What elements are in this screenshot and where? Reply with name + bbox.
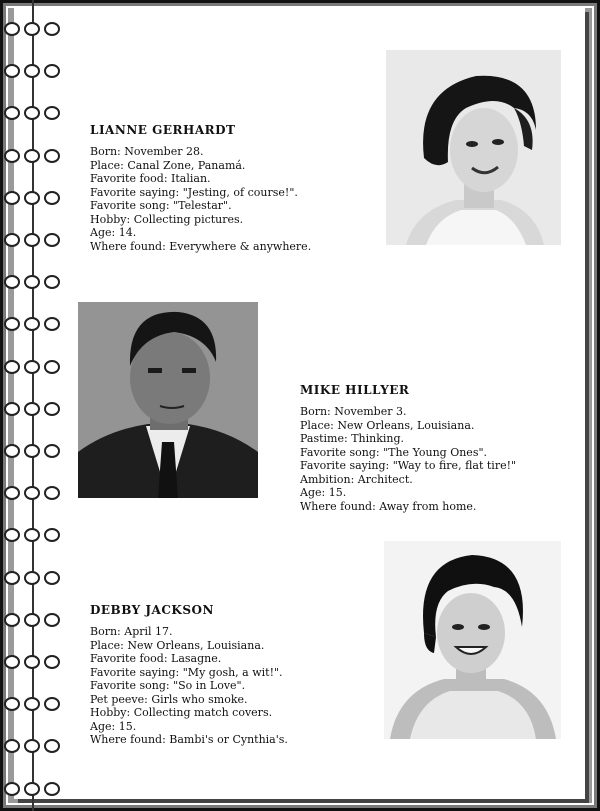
- portrait-photo: [78, 302, 258, 498]
- coil-loop: [44, 149, 60, 163]
- portrait-boy: [78, 302, 258, 498]
- spiral-coil: [4, 653, 62, 667]
- coil-loop: [44, 233, 60, 247]
- bio-line: Age: 15.: [90, 719, 137, 733]
- portrait-photo: [386, 50, 561, 245]
- coil-loop: [44, 360, 60, 374]
- coil-loop: [4, 191, 20, 205]
- entry-debby-jackson: [90, 603, 288, 747]
- coil-loop: [4, 64, 20, 78]
- coil-loop: [24, 697, 40, 711]
- spiral-coil: [4, 526, 62, 540]
- coil-loop: [44, 613, 60, 627]
- bio-line: Favorite song: "So in Love".: [90, 679, 246, 692]
- coil-loop: [4, 22, 20, 36]
- bio-line: Favorite food: Italian.: [90, 172, 211, 185]
- coil-loop: [4, 275, 20, 289]
- coil-loop: [24, 444, 40, 458]
- coil-loop: [4, 444, 20, 458]
- coil-loop: [4, 149, 20, 163]
- bio-line: Where found: Everywhere & anywhere.: [90, 239, 312, 253]
- bio-line: Where found: Bambi's or Cynthia's.: [90, 733, 288, 746]
- coil-loop: [24, 191, 40, 205]
- bio-line: Age: 15.: [300, 486, 347, 499]
- coil-loop: [24, 528, 40, 542]
- coil-loop: [24, 22, 40, 36]
- coil-loop: [4, 571, 20, 585]
- spiral-coil: [4, 104, 62, 118]
- coil-loop: [44, 317, 60, 331]
- spiral-coil: [4, 737, 62, 751]
- spiral-coil: [4, 780, 62, 794]
- bio-line: Place: Canal Zone, Panamá.: [90, 158, 246, 172]
- spiral-coil: [4, 695, 62, 709]
- portrait-photo: [384, 541, 561, 739]
- coil-loop: [4, 402, 20, 416]
- coil-loop: [44, 782, 60, 796]
- student-name: DEBBY JACKSON: [90, 603, 214, 617]
- bio-line: Where found: Away from home.: [300, 499, 477, 513]
- bio-line: Born: November 28.: [90, 145, 204, 158]
- coil-loop: [44, 655, 60, 669]
- bio-line: Favorite song: "Telestar".: [90, 199, 232, 212]
- coil-loop: [24, 149, 40, 163]
- bio-line: Ambition: Architect.: [300, 472, 413, 486]
- coil-loop: [44, 486, 60, 500]
- bio-line: Born: April 17.: [90, 625, 173, 638]
- coil-loop: [44, 444, 60, 458]
- coil-loop: [24, 233, 40, 247]
- bio-line: Place: New Orleans, Louisiana.: [300, 418, 475, 432]
- bio-line: Age: 14.: [90, 226, 137, 239]
- coil-loop: [24, 64, 40, 78]
- spiral-coil: [4, 611, 62, 625]
- coil-loop: [24, 402, 40, 416]
- coil-loop: [24, 275, 40, 289]
- bio-line: Favorite saying: "Jesting, of course!".: [90, 185, 298, 199]
- coil-loop: [24, 486, 40, 500]
- spiral-coil: [4, 442, 62, 456]
- spiral-coil: [4, 273, 62, 287]
- student-name: LIANNE GERHARDT: [90, 123, 236, 137]
- coil-loop: [24, 360, 40, 374]
- coil-loop: [24, 782, 40, 796]
- coil-loop: [44, 275, 60, 289]
- coil-loop: [24, 571, 40, 585]
- student-name: MIKE HILLYER: [300, 383, 410, 397]
- coil-loop: [4, 106, 20, 120]
- coil-loop: [4, 317, 20, 331]
- bio-line: Pet peeve: Girls who smoke.: [90, 692, 248, 706]
- spiral-coil: [4, 315, 62, 329]
- entry-lianne-gerhardt: [90, 123, 311, 253]
- bio-line: Favorite saying: "My gosh, a wit!".: [90, 665, 283, 679]
- coil-loop: [44, 571, 60, 585]
- portrait-girl-2: [384, 541, 561, 739]
- coil-loop: [24, 613, 40, 627]
- spiral-coil: [4, 569, 62, 583]
- bio-line: Hobby: Collecting match covers.: [90, 706, 273, 719]
- coil-loop: [44, 528, 60, 542]
- coil-loop: [24, 317, 40, 331]
- coil-loop: [4, 782, 20, 796]
- coil-loop: [4, 697, 20, 711]
- coil-loop: [4, 655, 20, 669]
- bio-line: Pastime: Thinking.: [300, 432, 405, 445]
- bio-line: Place: New Orleans, Louisiana.: [90, 638, 265, 652]
- coil-loop: [44, 106, 60, 120]
- coil-loop: [4, 360, 20, 374]
- coil-loop: [4, 613, 20, 627]
- entry-mike-hillyer: [300, 383, 516, 513]
- coil-loop: [24, 739, 40, 753]
- bio-line: Favorite song: "The Young Ones".: [300, 445, 488, 459]
- spiral-coil: [4, 358, 62, 372]
- bio-line: Favorite food: Lasagne.: [90, 652, 222, 665]
- coil-loop: [4, 233, 20, 247]
- coil-loop: [4, 528, 20, 542]
- spiral-coil: [4, 62, 62, 76]
- coil-loop: [24, 106, 40, 120]
- spiral-coil: [4, 20, 62, 34]
- bio-line: Favorite saying: "Way to fire, flat tire!": [300, 459, 517, 472]
- bio-line: Born: November 3.: [300, 405, 407, 418]
- coil-loop: [44, 402, 60, 416]
- coil-loop: [24, 655, 40, 669]
- spiral-coil: [4, 147, 62, 161]
- coil-loop: [4, 486, 20, 500]
- spiral-coil: [4, 231, 62, 245]
- coil-loop: [44, 22, 60, 36]
- spiral-coil: [4, 189, 62, 203]
- coil-loop: [44, 739, 60, 753]
- coil-loop: [44, 191, 60, 205]
- bio-line: Hobby: Collecting pictures.: [90, 212, 244, 226]
- coil-loop: [44, 64, 60, 78]
- spiral-coil: [4, 400, 62, 414]
- portrait-girl-1: [386, 50, 561, 245]
- coil-loop: [44, 697, 60, 711]
- spiral-coil: [4, 484, 62, 498]
- coil-loop: [4, 739, 20, 753]
